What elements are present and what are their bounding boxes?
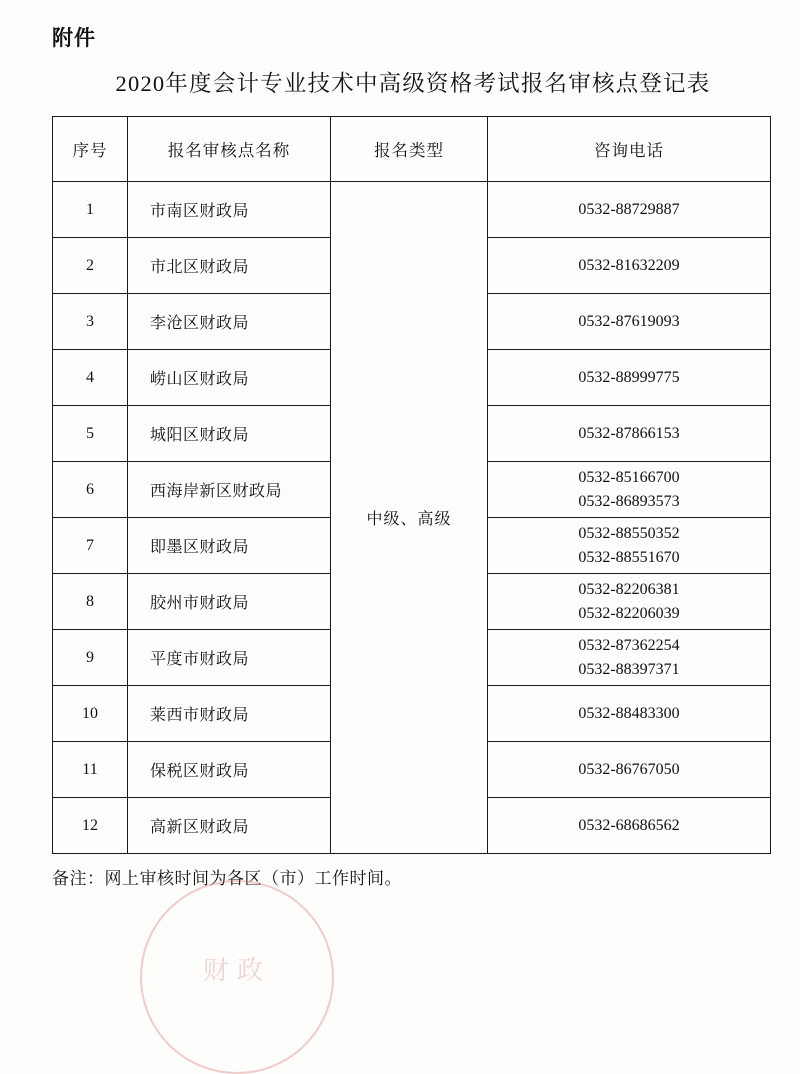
cell-type-merged: 中级、高级: [331, 182, 488, 854]
cell-name: 莱西市财政局: [128, 686, 331, 742]
attachment-label: 附件: [52, 27, 96, 50]
phone-number: 0532-81632209: [578, 256, 680, 274]
registration-table: [52, 116, 771, 854]
cell-name: 胶州市财政局: [128, 574, 331, 630]
cell-tel: [488, 742, 771, 798]
cell-tel: [488, 462, 771, 518]
cell-no: 12: [53, 798, 128, 854]
cell-name: 保税区财政局: [128, 742, 331, 798]
cell-tel: [488, 294, 771, 350]
phone-number: 0532-68686562: [578, 816, 680, 834]
cell-no: 5: [53, 406, 128, 462]
cell-no: 4: [53, 350, 128, 406]
cell-tel: [488, 350, 771, 406]
phone-number: 0532-88550352: [578, 525, 680, 543]
cell-tel: [488, 574, 771, 630]
phone-number: 0532-87362254: [578, 637, 680, 655]
phone-number: 0532-86893573: [578, 492, 680, 510]
cell-name: 市北区财政局: [128, 238, 331, 294]
cell-no: 9: [53, 630, 128, 686]
cell-name: 高新区财政局: [128, 798, 331, 854]
cell-no: 1: [53, 182, 128, 238]
cell-no: 8: [53, 574, 128, 630]
cell-no: 10: [53, 686, 128, 742]
cell-no: 7: [53, 518, 128, 574]
table-note: 备注：网上审核时间为各区（市）工作时间。: [52, 869, 402, 888]
column-header-tel: 咨询电话: [488, 117, 771, 182]
cell-tel: [488, 238, 771, 294]
cell-tel: [488, 182, 771, 238]
phone-number: 0532-88999775: [578, 368, 680, 386]
cell-no: 6: [53, 462, 128, 518]
phone-number: 0532-88483300: [578, 704, 680, 722]
phone-number: 0532-87866153: [578, 424, 680, 442]
cell-tel: [488, 518, 771, 574]
column-header-no: 序号: [53, 117, 128, 182]
phone-number: 0532-88397371: [578, 660, 680, 678]
cell-tel: [488, 798, 771, 854]
phone-number: 0532-85166700: [578, 469, 680, 487]
official-stamp: [140, 880, 334, 1074]
phone-number: 0532-88551670: [578, 548, 680, 566]
cell-name: 市南区财政局: [128, 182, 331, 238]
stamp-text: 财政: [202, 956, 271, 985]
cell-name: 即墨区财政局: [128, 518, 331, 574]
cell-tel: [488, 686, 771, 742]
cell-name: 崂山区财政局: [128, 350, 331, 406]
cell-no: 11: [53, 742, 128, 798]
table-row: [53, 182, 771, 238]
table-header: [53, 117, 771, 182]
page-title: 2020年度会计专业技术中高级资格考试报名审核点登记表: [115, 71, 711, 96]
table-header-row: [53, 117, 771, 182]
cell-tel: [488, 406, 771, 462]
phone-number: 0532-86767050: [578, 760, 680, 778]
phone-number: 0532-82206039: [578, 604, 680, 622]
phone-number: 0532-82206381: [578, 581, 680, 599]
column-header-name: 报名审核点名称: [128, 117, 331, 182]
cell-name: 李沧区财政局: [128, 294, 331, 350]
table-body: [53, 182, 771, 854]
phone-number: 0532-88729887: [578, 200, 680, 218]
cell-name: 平度市财政局: [128, 630, 331, 686]
phone-number: 0532-87619093: [578, 312, 680, 330]
cell-name: 城阳区财政局: [128, 406, 331, 462]
cell-name: 西海岸新区财政局: [128, 462, 331, 518]
cell-tel: [488, 630, 771, 686]
column-header-type: 报名类型: [331, 117, 488, 182]
cell-no: 2: [53, 238, 128, 294]
cell-no: 3: [53, 294, 128, 350]
